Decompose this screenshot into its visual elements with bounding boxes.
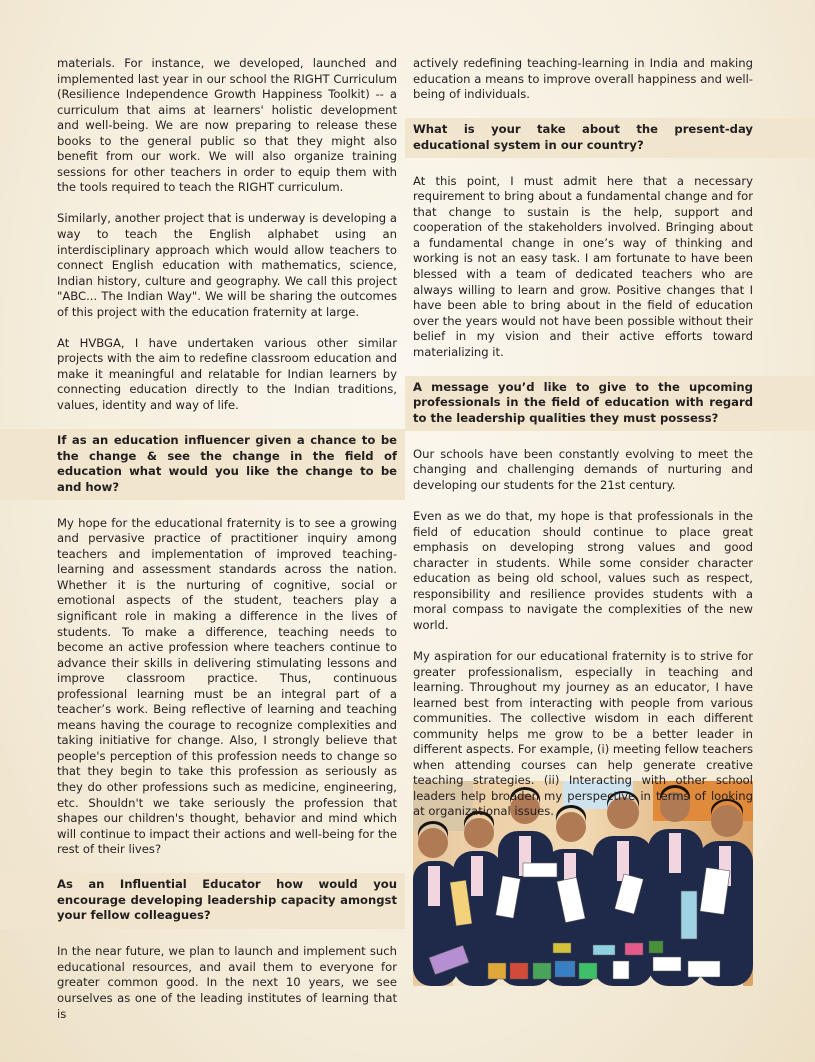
paragraph: Our schools have been constantly evolving to meet the changing and challenging demands of nurturing and developing our students for the 21st century. — [413, 446, 753, 493]
paragraph: materials. For instance, we developed, launched and implemented last year in our school the RIGHT Curriculum (Resilience Independence Growth Happiness Toolkit) -- a curriculum that aims at learners' holistic development and well-being. We are now preparing to release these books to the general public so that they might also benefit from our work. We will also organize training sessions for other teachers in order to equip them with the tools required to teach the RIGHT curriculum. — [57, 56, 397, 195]
paragraph: In the near future, we plan to launch and implement such educational resources, and avail them to everyone for greater common good. In the next 10 years, we see ourselves as one of the leading institutes of learning that is — [57, 944, 397, 1021]
left-column — [57, 56, 397, 1038]
right-column — [413, 56, 753, 835]
paragraph: My aspiration for our educational fraternity is to strive for greater professionalism, especially in teaching and learning. Throughout my journey as an educator, I have learned best from interacting with people from various communities. The collective wisdom in each different community helps me grow to be a better leader in different aspects. For example, (i) meeting fellow teachers when attending courses can help generate creative teaching strategies. (ii) Interacting with other school leaders help broaden my perspective in terms of looking at organizational issues. — [413, 648, 753, 819]
question-heading: If as an education influencer given a chance to be the change & see the change in the field of education what would you like the change to be and how? — [57, 429, 397, 500]
paragraph: At this point, I must admit here that a necessary requirement to bring about a fundamental change and for that change to sustain is the help, support and cooperation of the stakeholders involved. Bringing about a fundamental change in one’s way of thinking and working is not an easy task. I am fortunate to have been blessed with a team of dedicated teachers who are always willing to learn and grow. Positive changes that I have been able to bring about in the field of education over the years would not have been possible without their belief in my vision and their active efforts toward materializing it. — [413, 173, 753, 359]
question-heading: As an Influential Educator how would you encourage developing leadership capacity amongst your fellow colleagues? — [57, 873, 397, 929]
question-heading: A message you’d like to give to the upcoming professionals in the field of education with regard to the leadership qualities they must possess? — [413, 376, 753, 432]
question-heading: What is your take about the present-day educational system in our country? — [413, 118, 753, 158]
paragraph: Even as we do that, my hope is that professionals in the field of education should continue to place great emphasis on developing strong values and good character in students. While some consider character education as being old school, values such as respect, responsibility and resilience provides students with a moral compass to navigate the complexities of the new world. — [413, 509, 753, 632]
paragraph: My hope for the educational fraternity is to see a growing and pervasive practice of practitioner inquiry among teachers and implementation of improved teaching-learning and assessment standards across the nation. Whether it is the nurturing of cognitive, social or emotional aspects of the student, teachers play a significant role in making a difference in the lives of students. To make a difference, teaching needs to become an active profession where teachers continue to advance their skills in delivering stimulating lessons and improve classroom practice. Thus, continuous professional learning must be an integral part of a teacher’s work. Being reflective of learning and teaching means having the courage to recognize complexities and taking initiative for change. Also, I strongly believe that people's perception of this profession needs to change so that they begin to take this profession as seriously as they do other professions such as medicine, engineering, etc. Shouldn't we take seriously the profession that shapes our children's thought, behavior and mind which will continue to impact their actions and well-being for the rest of their lives? — [57, 515, 397, 857]
paragraph: Similarly, another project that is underway is developing a way to teach the English alphabet using an interdisciplinary approach which would allow teachers to connect English education with mathematics, science, Indian history, culture and geography. We call this project "ABC... The Indian Way". We will be sharing the outcomes of this project with the education fraternity at large. — [57, 211, 397, 319]
paragraph: At HVBGA, I have undertaken various other similar projects with the aim to redefine classroom education and make it meaningful and relatable for Indian learners by connecting education directly to the Indian traditions, values, identity and way of life. — [57, 335, 397, 412]
paragraph: actively redefining teaching-learning in India and making education a means to improve overall happiness and well-being of individuals. — [413, 56, 753, 102]
